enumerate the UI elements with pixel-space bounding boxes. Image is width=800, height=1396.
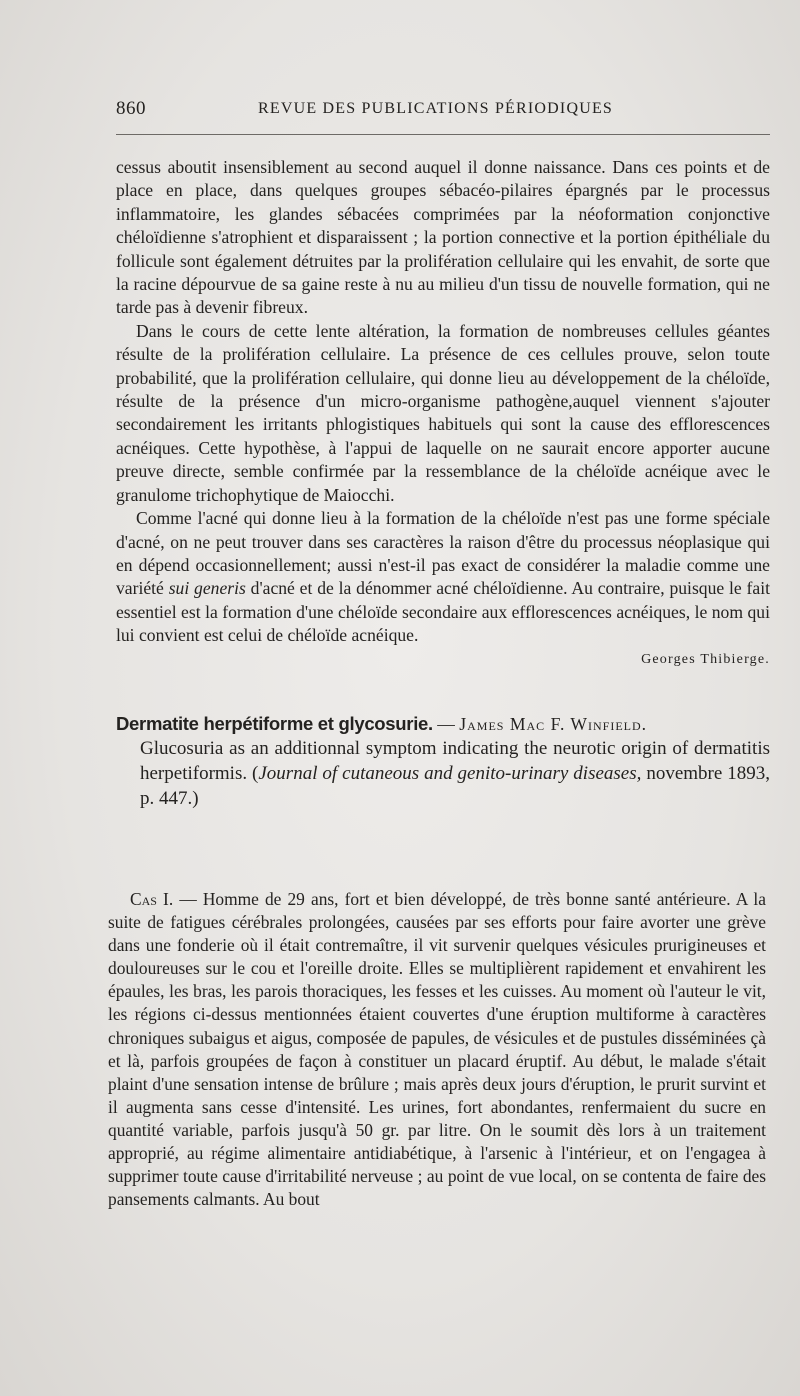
- sui-generis-italic: sui generis: [168, 578, 246, 599]
- case-label: Cas I.: [130, 889, 174, 909]
- paragraph-continuation: cessus aboutit insensiblement au second auquel il donne naissance. Dans ces points et de place en place, dans quelques groupes sébacéo-pilaires épargnés par le processus inflammatoire, les glandes sébacées comprimées par la néoformation conjonctive chéloïdienne s'atrophient et disparaissent ; la portion connective et la portion épithéliale du follicule sont également détruites par la prolifération cellulaire qui les envahit, de sorte que la racine dépourvue de sa gaine reste à nu au milieu d'un tissu de nouvelle formation, qui ne tarde pas à devenir fibreux.: [116, 157, 770, 318]
- citation-start: Glucosuria as an additionnal symptom indicating the neurotic origin of dermatitis herpetiformis. (: [140, 737, 770, 784]
- page-number: 860: [116, 98, 146, 119]
- running-title: REVUE DES PUBLICATIONS PÉRIODIQUES: [258, 100, 614, 117]
- case-text: — Homme de 29 ans, fort et bien développé, de très bonne santé antérieure. A la suite de fatigues cérébrales prolongées, causées par ses efforts pour faire avorter une grève dans une fonderie où il était contremaître, il vit survenir quelques vésicules prurigineuses et douloureuses sur le cou et l'oreille droite. Elles se multiplièrent rapidement et envahirent les épaules, les bras, les parois thoraciques, les fesses et les cuisses. Au moment où l'auteur le vit, les régions ci-dessus mentionnées étaient couvertes d'une éruption multiforme à caractères chroniques subaigus et aigus, composée de papules, de vésicules et de pustules disséminées çà et là, parfois groupées de façon à constituer un placard éruptif. Au début, le malade s'était plaint d'une sensation intense de brûlure ; mais après deux jours d'éruption, le prurit survint et il augmenta sans cesse d'intensité. Les urines, fort abondantes, renfermaient du sucre en quantité variable, parfois jusqu'à 50 gr. par litre. On le soumit dès lors à un traitement approprié, au régime alimentaire antidiabétique, à l'arsenic à l'intérieur, et on l'engagea à supprimer toute cause d'irritabilité nerveuse ; au point de vue local, on se contenta de faire des pansements calmants. Au bout: [108, 889, 766, 1210]
- citation-end: novembre 1893, p. 447.): [140, 762, 770, 809]
- article-heading: [116, 712, 770, 736]
- article-dash: —: [432, 713, 460, 734]
- main-text: [116, 156, 770, 811]
- case-paragraph: [108, 888, 766, 1211]
- paragraph-giant-cells: Dans le cours de cette lente altération, la formation de nombreuses cellules géantes résulte de la prolifération cellulaire. La présence de ces cellules prouve, selon toute probabilité, que la prolifération cellulaire, qui donne lieu au développement de la chéloïde, résulte de la présence d'un micro-organisme pathogène,auquel viennent s'ajouter secondairement les irritants phlogistiques habituels qui sont la cause des efflorescences acnéiques. Cette hypothèse, à l'appui de laquelle on ne saurait encore apporter aucune preuve directe, semble confirmée par la ressemblance de la chéloïde acnéique avec le granulome trichophytique de Maiocchi.: [116, 320, 770, 505]
- paragraph-conclusion: [116, 507, 770, 647]
- running-header: [116, 98, 768, 128]
- citation-journal: Journal of cutaneous and genito-urinary diseases,: [258, 762, 642, 784]
- paragraph-conclusion-start: Comme l'acné qui donne lieu à la formation de la chéloïde n'est pas une forme spéciale d'acné, on ne peut trouver dans ses caractères la raison d'être du processus néoplasique qui en dépend occasionnellement; aussi n'est-il pas exact de considérer la maladie comme une variété: [116, 508, 770, 599]
- author-signature: Georges Thibierge.: [641, 651, 770, 667]
- header-rule: [116, 134, 770, 135]
- article-title: Dermatite herpétiforme et glycosurie.: [116, 712, 433, 734]
- article-author: James Mac F. Winfield.: [459, 713, 648, 734]
- paragraph-conclusion-end: d'acné et de la dénommer acné chéloïdienne. Au contraire, puisque le fait essentiel est la formation d'une chéloïde secondaire aux efflorescences acnéiques, le nom qui lui convient est celui de chéloïde acnéique.: [116, 578, 770, 646]
- article-citation: [140, 736, 770, 811]
